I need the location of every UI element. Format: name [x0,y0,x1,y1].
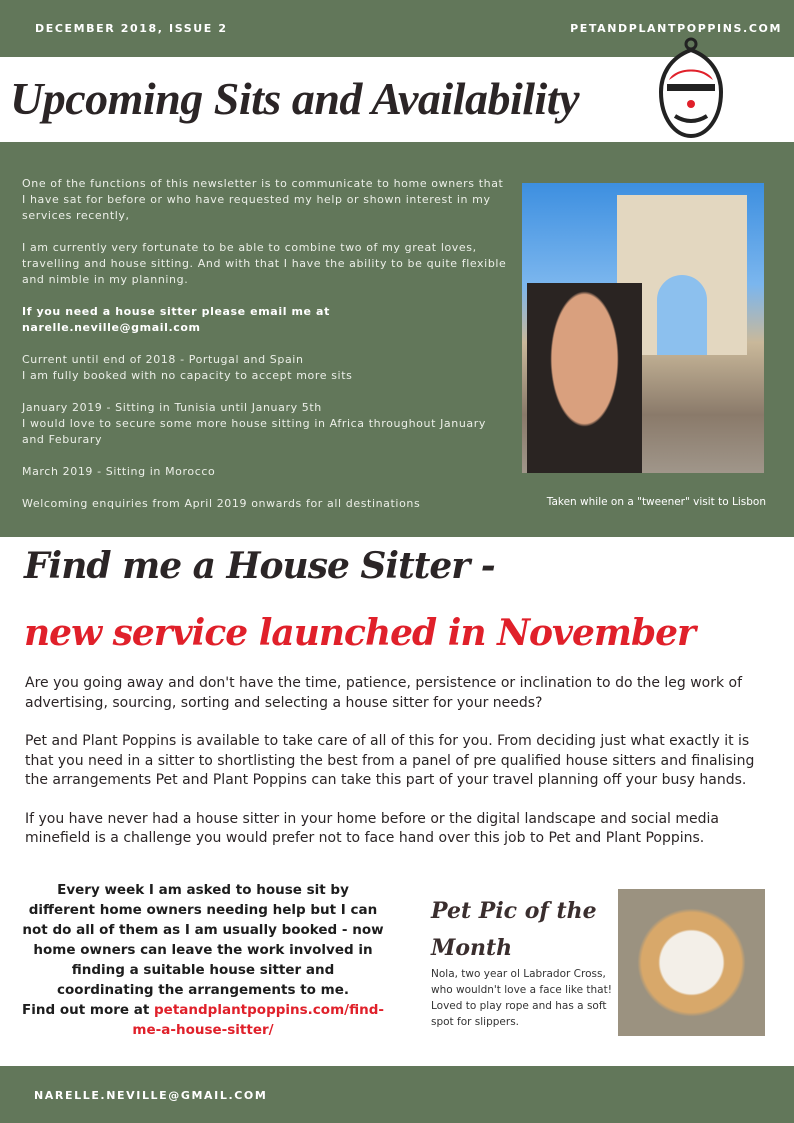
march-sit: March 2019 - Sitting in Morocco [22,465,216,478]
april-enquiries: Welcoming enquiries from April 2019 onwards for all destinations [22,497,421,510]
january-sit-note: I would love to secure some more house sitting in Africa throughout January and Feburary [22,417,486,446]
service-subheading: new service launched in November [24,612,696,654]
email-callout: If you need a house sitter please email me at narelle.neville@gmail.com [22,305,330,334]
service-body [25,674,775,868]
dog-photo [618,889,765,1036]
travel-paragraph: I am currently very fortunate to be able to combine two of my great loves, travelling and house sitting. And with that I have the ability to be quite flexible and nimble in my planning. [22,241,507,286]
service-heading: Find me a House Sitter - [24,545,495,587]
january-sit: January 2019 - Sitting in Tunisia until January 5th [22,401,322,414]
promo-block [22,880,384,1040]
find-sitter-link[interactable]: petandplantpoppins.com/find-me-a-house-sitter/ [132,1002,384,1038]
service-paragraph: Are you going away and don't have the time, patience, persistence or inclination to do the leg work of advertising, sourcing, sorting and selecting a house sitter for your needs? [25,675,743,711]
current-sit-note: I am fully booked with no capacity to accept more sits [22,369,353,382]
footer-email[interactable]: NARELLE.NEVILLE@GMAIL.COM [34,1089,268,1102]
photo-caption: Taken while on a "tweener" visit to Lisbon [546,496,766,508]
service-paragraph: If you have never had a house sitter in your home before or the digital landscape and social media minefield is a challenge you would prefer not to face hand over this job to Pet and Plant Poppins. [25,810,719,846]
pet-pic-title: Pet Pic of the Month [431,898,597,961]
intro-paragraph: One of the functions of this newsletter is to communicate to home owners that I have sat for before or who have requested my help or shown interest in my services recently, [22,177,504,222]
pet-description: Nola, two year ol Labrador Cross, who wouldn't love a face like that! Loved to play rope and has a soft spot for slippers. [431,968,612,1028]
sits-text [22,176,507,528]
current-sit: Current until end of 2018 - Portugal and Spain [22,353,304,366]
lisbon-photo [522,183,764,473]
page-title: Upcoming Sits and Availability [10,73,579,124]
upcoming-sits-section [0,142,794,537]
promo-text: Every week I am asked to house sit by different home owners needing help but I can not do all of them as I am usually booked - now home owners can leave the work involved in finding a suitable house sitter and coordinating the arrangements to me. [22,882,384,998]
service-paragraph: Pet and Plant Poppins is available to take care of all of this for you. From deciding just what exactly it is that you need in a sitter to shortlisting the best from a panel of pre qualified house sitters and finalising the arrangements Pet and Plant Poppins can take this part of your travel planning off your busy hands. [25,733,755,788]
footer [0,1066,794,1123]
find-out-label: Find out more at [22,1002,155,1018]
santa-ornament-icon [655,36,727,140]
site-link[interactable]: PETANDPLANTPOPPINS.COM [570,22,782,35]
issue-label: DECEMBER 2018, ISSUE 2 [35,22,228,35]
